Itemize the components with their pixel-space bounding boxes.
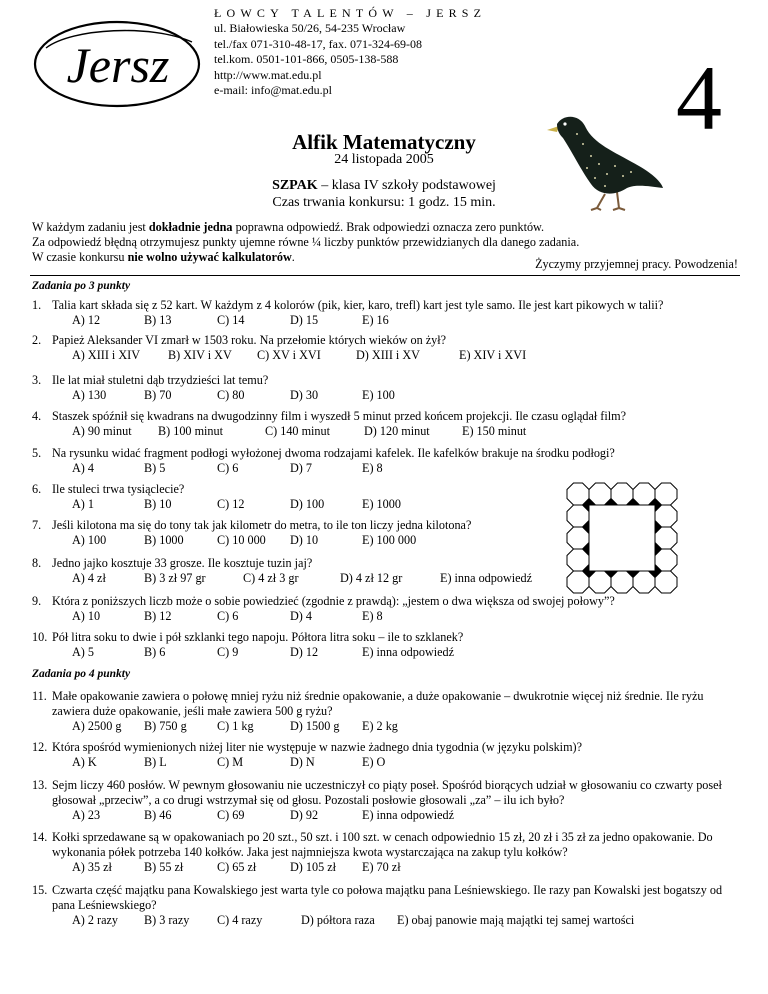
octagon-tile [567, 527, 589, 549]
answer-option-c[interactable]: C) 12 [217, 497, 245, 511]
question-3 [32, 373, 740, 403]
answer-option-e[interactable]: E) inna odpowiedź [440, 571, 533, 585]
answer-options [52, 424, 740, 439]
question-6 [32, 482, 552, 512]
answer-option-b[interactable]: B) 1000 [144, 533, 184, 547]
octagon-tile [633, 483, 655, 505]
octagon-tile [567, 483, 589, 505]
answer-option-b[interactable]: B) 3 razy [144, 913, 190, 927]
octagon-tile [589, 571, 611, 593]
answer-option-a[interactable]: A) 23 [72, 808, 101, 822]
question-text: Papież Aleksander VI zmarł w 1503 roku. Na przełomie których wieków on żył? [52, 333, 447, 347]
answer-option-e[interactable]: E) 8 [362, 609, 383, 623]
answer-options [52, 719, 740, 734]
contest-rules [32, 220, 738, 271]
answer-option-b[interactable]: B) 10 [144, 497, 172, 511]
answer-option-b[interactable]: B) 100 minut [158, 424, 224, 438]
question-number: 7. [32, 518, 42, 532]
rules-line1-c: poprawna odpowiedź. Brak odpowiedzi oznacza zero punktów. [232, 220, 545, 234]
answer-option-d[interactable]: D) 105 zł [290, 860, 337, 874]
octagon-tile [567, 505, 589, 527]
question-text: Ile lat miał stuletni dąb trzydzieści lat temu? [52, 373, 269, 387]
answer-option-a[interactable]: A) 12 [72, 313, 101, 327]
octagon-tile [655, 549, 677, 571]
answer-option-e[interactable]: E) 16 [362, 313, 389, 327]
question-text: Jedno jajko kosztuje 33 grosze. Ile kosztuje tuzin jaj? [52, 556, 313, 570]
answer-options [52, 348, 740, 363]
answer-option-c[interactable]: C) 1 kg [217, 719, 254, 733]
question-10 [32, 630, 740, 660]
question-14 [32, 830, 740, 875]
answer-option-a[interactable]: A) 1 [72, 497, 95, 511]
question-number: 3. [32, 373, 42, 387]
question-text: Która spośród wymienionych niżej liter nie występuje w nazwie żadnego dnia tygodnia (w języku polskim)? [52, 740, 583, 754]
organizer-name: ŁOWCY TALENTÓW – JERSZ [214, 6, 487, 20]
rules-line2: Za odpowiedź błędną otrzymujesz punkty ujemne równe ¼ liczby punktów przewidzianych dla danego zadania. [32, 235, 580, 249]
question-text: Małe opakowanie zawiera o połowę mniej ryżu niż średnie opakowanie, a duże opakowanie – dwukrotnie więcej niż średnie. Ile ryżu zawiera duże opakowanie, jeśli małe zawiera 500 g ryżu? [52, 689, 704, 718]
question-7 [32, 518, 552, 548]
answer-option-e[interactable]: E) 100 [362, 388, 395, 402]
answer-options [52, 571, 552, 586]
question-13 [32, 778, 740, 823]
answer-option-b[interactable]: B) 46 [144, 808, 172, 822]
octagon-tile [589, 483, 611, 505]
answer-option-c[interactable]: C) 6 [217, 609, 239, 623]
question-text: Pół litra soku to dwie i pół szklanki tego napoju. Półtora litra soku – ile to szklanek? [52, 630, 464, 644]
answer-option-b[interactable]: B) 13 [144, 313, 172, 327]
answer-option-e[interactable]: E) inna odpowiedź [362, 808, 455, 822]
question-text: Jeśli kilotona ma się do tony tak jak kilometr do metra, to ile ton liczy jedna kilotona? [52, 518, 472, 532]
answer-option-e[interactable]: E) O [362, 755, 386, 769]
contest-date: 24 listopada 2005 [334, 152, 434, 167]
answer-option-a[interactable]: A) 10 [72, 609, 101, 623]
grade-number: 4 [676, 47, 722, 149]
answer-option-b[interactable]: B) L [144, 755, 167, 769]
question-number: 9. [32, 594, 42, 608]
question-number: 14. [32, 830, 48, 844]
answer-option-c[interactable]: C) 10 000 [217, 533, 266, 547]
answer-options [52, 533, 552, 548]
answer-option-d[interactable]: D) 100 [290, 497, 325, 511]
question-12 [32, 740, 740, 770]
answer-option-c[interactable]: C) 14 [217, 313, 245, 327]
organizer-mobile: tel.kom. 0501-101-866, 0505-138-588 [214, 52, 399, 67]
answer-option-d[interactable]: D) N [290, 755, 315, 769]
answer-option-a[interactable]: A) 4 zł [72, 571, 106, 585]
question-text: Talia kart składa się z 52 kart. W każdym z 4 kolorów (pik, kier, karo, trefl) kart jest tyle samo. Ile jest kart pikowych w talii? [52, 298, 664, 312]
question-number: 6. [32, 482, 42, 496]
answer-option-d[interactable]: D) 92 [290, 808, 319, 822]
answer-option-e[interactable]: E) 1000 [362, 497, 401, 511]
answer-option-a[interactable]: A) 130 [72, 388, 107, 402]
answer-option-c[interactable]: C) 4 razy [217, 913, 263, 927]
octagon-tile [655, 571, 677, 593]
section-3-points: Zadania po 3 punkty [32, 280, 131, 292]
rules-line3-bold: nie wolno używać kalkulatorów [127, 250, 292, 264]
floor-tiles-figure [566, 482, 678, 594]
category-description: – klasa IV szkoły podstawowej [317, 178, 496, 193]
question-number: 10. [32, 630, 48, 644]
question-number: 13. [32, 778, 48, 792]
question-text: Staszek spóźnił się kwadrans na dwugodzinny film i wyszedł 5 minut przed końcem projekcji. Ile czasu oglądał film? [52, 409, 627, 423]
answer-option-b[interactable]: B) 3 zł 97 gr [144, 571, 206, 585]
answer-option-a[interactable]: A) XIII i XIV [72, 348, 141, 362]
answer-option-c[interactable]: C) 140 minut [265, 424, 331, 438]
organizer-address: ul. Białowieska 50/26, 54-235 Wrocław [214, 21, 406, 36]
question-5 [32, 446, 740, 476]
answer-option-d[interactable]: D) 120 minut [364, 424, 430, 438]
answer-option-c[interactable]: C) 6 [217, 461, 239, 475]
answer-option-c[interactable]: C) 4 zł 3 gr [243, 571, 299, 585]
octagon-tile [611, 483, 633, 505]
answer-options [52, 808, 740, 823]
answer-option-b[interactable]: B) 55 zł [144, 860, 184, 874]
answer-option-d[interactable]: D) półtora raza [301, 913, 375, 927]
answer-options [52, 461, 740, 476]
missing-tiles-area [589, 505, 655, 571]
answer-option-b[interactable]: B) 6 [144, 645, 166, 659]
answer-option-c[interactable]: C) XV i XVI [257, 348, 321, 362]
answer-option-b[interactable]: B) 12 [144, 609, 172, 623]
organizer-website[interactable]: http://www.mat.edu.pl [214, 67, 322, 82]
answer-option-e[interactable]: E) inna odpowiedź [362, 645, 455, 659]
question-number: 8. [32, 556, 42, 570]
answer-option-a[interactable]: A) 4 [72, 461, 95, 475]
question-number: 2. [32, 333, 42, 347]
good-luck-wish: Życzymy przyjemnej pracy. Powodzenia! [535, 257, 738, 271]
organizer-telfax: tel./fax 071-310-48-17, fax. 071-324-69-08 [214, 36, 422, 51]
answer-option-a[interactable]: A) 100 [72, 533, 107, 547]
contest-duration: Czas trwania konkursu: 1 godz. 15 min. [272, 195, 496, 210]
answer-option-e[interactable]: E) 70 zł [362, 860, 401, 874]
answer-option-a[interactable]: A) 2 razy [72, 913, 119, 927]
question-text: Ile stuleci trwa tysiąclecie? [52, 482, 185, 496]
logo-text: Jersz [66, 37, 170, 93]
answer-options [52, 497, 552, 512]
question-text: Czwarta część majątku pana Kowalskiego jest warta tyle co połowa majątku pana Leśniewskiego. Ile razy pan Kowalski jest bogatszy od pana Leśniewskiego? [52, 883, 723, 912]
jersz-logo [32, 18, 202, 110]
organizer-email[interactable]: e-mail: info@mat.edu.pl [214, 83, 333, 98]
answer-option-d[interactable]: D) 30 [290, 388, 319, 402]
answer-option-c[interactable]: C) M [217, 755, 244, 769]
answer-options [52, 913, 740, 928]
answer-option-b[interactable]: B) 70 [144, 388, 172, 402]
octagon-tile [655, 527, 677, 549]
answer-option-b[interactable]: B) XIV i XV [168, 348, 232, 362]
answer-options [52, 755, 740, 770]
answer-option-b[interactable]: B) 750 g [144, 719, 187, 733]
question-number: 12. [32, 740, 48, 754]
question-15 [32, 883, 740, 928]
question-number: 5. [32, 446, 42, 460]
answer-option-e[interactable]: E) 2 kg [362, 719, 398, 733]
answer-option-d[interactable]: D) 15 [290, 313, 319, 327]
question-text: Sejm liczy 460 posłów. W pewnym głosowaniu nie uczestniczył co piąty poseł. Spośród biorących udział w głosowaniu co czwarty poseł głosował „przeciw”, a co drugi wstrzymał się od głosu. Pozostali posłowie głosowali „za” – ilu ich było? [52, 778, 722, 807]
rules-line3-a: W czasie konkursu [32, 250, 128, 264]
question-number: 1. [32, 298, 42, 312]
divider [30, 275, 740, 276]
contest-title: Alfik Matematyczny [292, 130, 476, 154]
answer-options [52, 645, 740, 660]
category-name: SZPAK [272, 178, 318, 193]
answer-option-d[interactable]: D) 10 [290, 533, 319, 547]
question-1 [32, 298, 740, 328]
answer-option-d[interactable]: D) 4 [290, 609, 313, 623]
answer-option-c[interactable]: C) 9 [217, 645, 239, 659]
answer-option-e[interactable]: E) 100 000 [362, 533, 417, 547]
question-number: 4. [32, 409, 42, 423]
answer-option-d[interactable]: D) 7 [290, 461, 313, 475]
answer-option-e[interactable]: E) obaj panowie mają majątki tej samej wartości [397, 913, 635, 927]
question-text: Która z poniższych liczb może o sobie powiedzieć (zgodnie z prawdą): „jestem o dwa większa od swojej połowy”? [52, 594, 615, 608]
answer-option-a[interactable]: A) 35 zł [72, 860, 112, 874]
question-number: 11. [32, 689, 47, 703]
octagon-tile [567, 549, 589, 571]
contest-category [0, 177, 768, 211]
answer-option-b[interactable]: B) 5 [144, 461, 166, 475]
answer-option-e[interactable]: E) 150 minut [462, 424, 527, 438]
answer-option-d[interactable]: D) 1500 g [290, 719, 340, 733]
answer-option-d[interactable]: D) 12 [290, 645, 319, 659]
answer-option-e[interactable]: E) XIV i XVI [459, 348, 527, 362]
question-11 [32, 689, 740, 734]
question-4 [32, 409, 740, 439]
answer-option-c[interactable]: C) 80 [217, 388, 245, 402]
answer-option-a[interactable]: A) 90 minut [72, 424, 132, 438]
octagon-tile [567, 571, 589, 593]
question-text: Kołki sprzedawane są w opakowaniach po 20 szt., 50 szt. i 100 szt. w cenach odpowiednio 15 zł, 20 zł i 35 zł za jedno opakowanie. Do wykonania półek potrzeba 140 kołków. Jaka jest najmniejsza kwota wystarczająca na zakup tylu kołków? [52, 830, 713, 859]
answer-option-c[interactable]: C) 69 [217, 808, 245, 822]
answer-options [52, 609, 740, 624]
answer-option-d[interactable]: D) XIII i XV [356, 348, 420, 362]
answer-option-c[interactable]: C) 65 zł [217, 860, 257, 874]
rules-line1-a: W każdym zadaniu jest [32, 220, 149, 234]
octagon-tile [655, 505, 677, 527]
octagon-tile [633, 571, 655, 593]
question-9 [32, 594, 740, 624]
octagon-tile [611, 571, 633, 593]
answer-options [52, 860, 740, 875]
answer-options [52, 313, 740, 328]
octagon-tile [655, 483, 677, 505]
answer-option-a[interactable]: A) 5 [72, 645, 95, 659]
answer-option-d[interactable]: D) 4 zł 12 gr [340, 571, 403, 585]
answer-option-a[interactable]: A) 2500 g [72, 719, 122, 733]
rules-line3-c: . [291, 250, 295, 264]
question-text: Na rysunku widać fragment podłogi wyłożonej dwoma rodzajami kafelek. Ile kafelków brakuje na środku podłogi? [52, 446, 615, 460]
question-8 [32, 556, 552, 586]
question-number: 15. [32, 883, 48, 897]
rules-line1-bold: dokładnie jedna [148, 220, 233, 234]
organizer-info [214, 6, 486, 98]
answer-options [52, 388, 740, 403]
answer-option-a[interactable]: A) K [72, 755, 97, 769]
section-4-points: Zadania po 4 punkty [32, 668, 131, 680]
question-2 [32, 333, 740, 363]
answer-option-e[interactable]: E) 8 [362, 461, 383, 475]
